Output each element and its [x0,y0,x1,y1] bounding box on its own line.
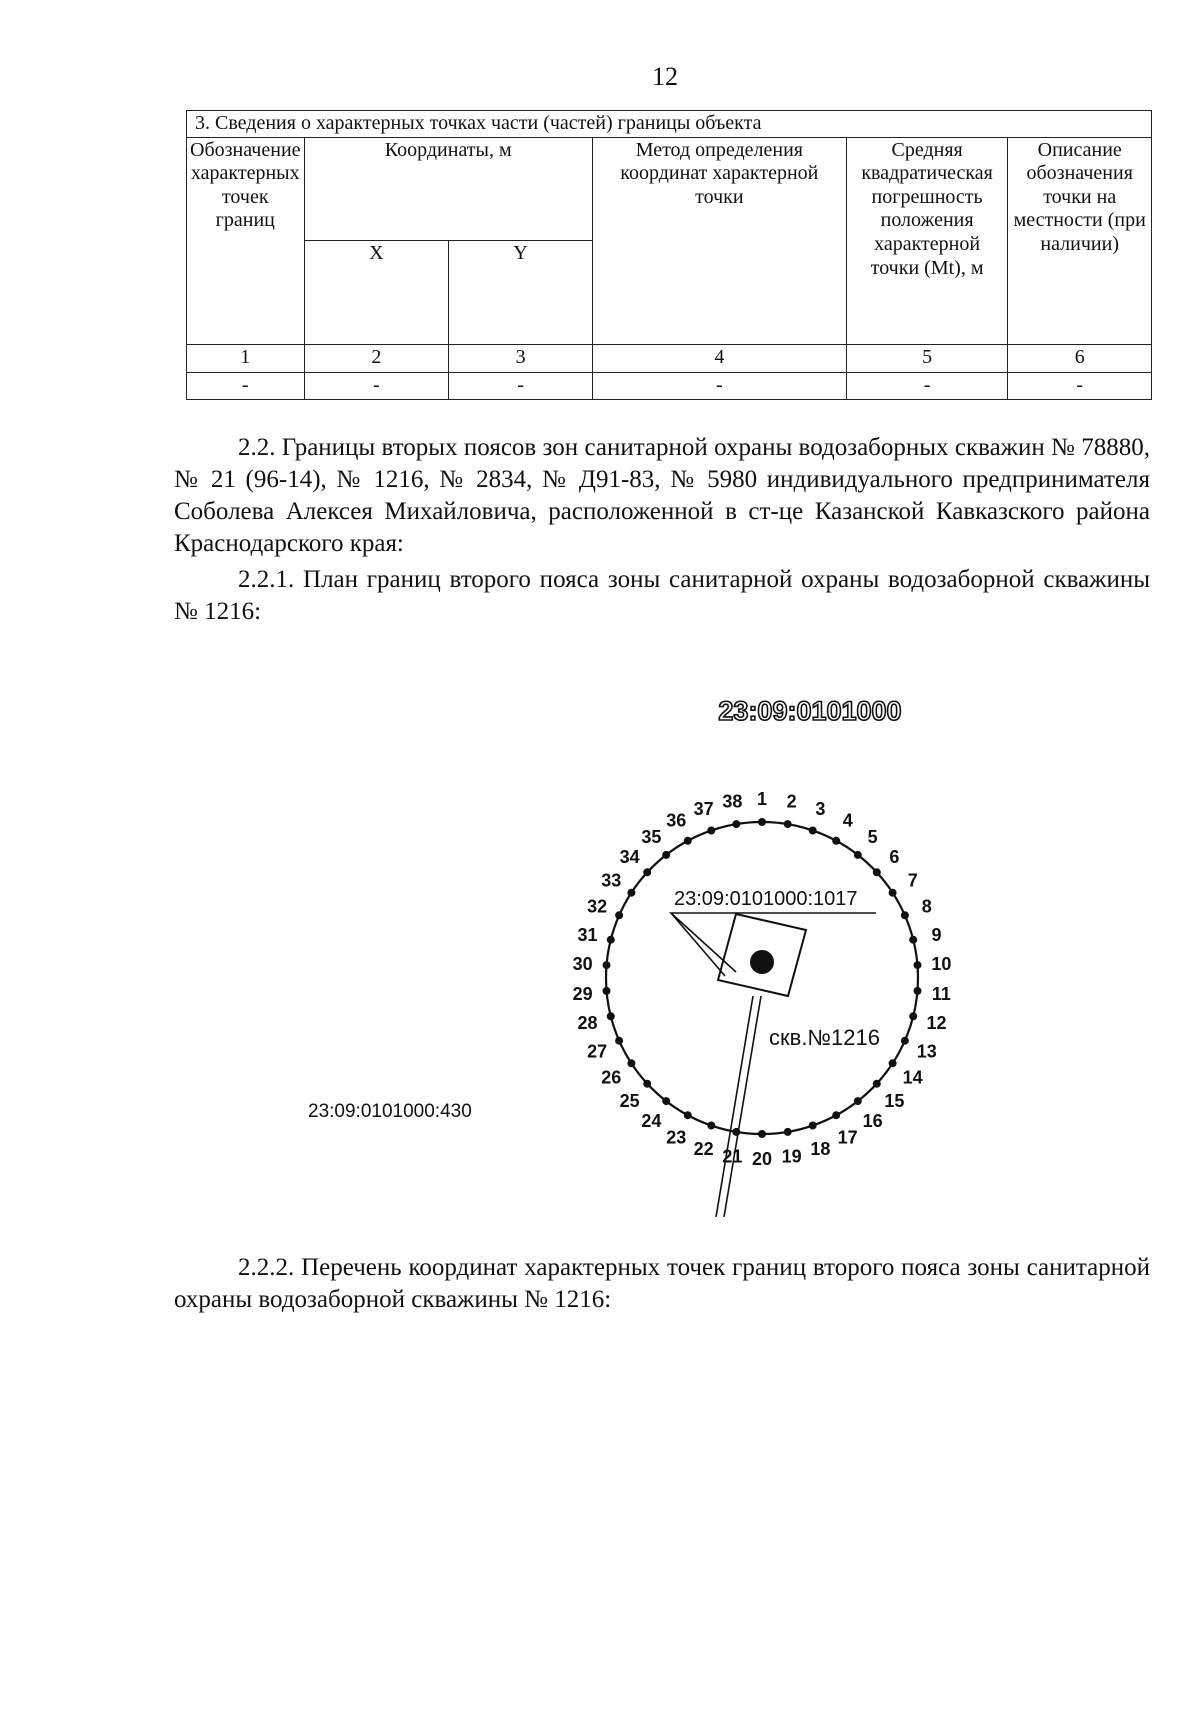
boundary-point-marker [914,987,922,995]
table-cell: - [187,372,305,399]
header-y: Y [449,241,593,345]
col-number-4: 4 [592,344,846,372]
boundary-point-marker [909,1012,917,1020]
boundary-point-label: 9 [931,924,942,945]
boundary-point-marker [707,827,715,835]
boundary-point-label: 30 [572,954,593,975]
boundary-point-label: 18 [810,1139,831,1160]
road-line [724,996,761,1217]
boundary-point-marker [615,1037,623,1045]
col-number-3: 3 [449,344,593,372]
boundary-point-marker [607,936,615,944]
boundary-point-label: 5 [867,827,878,847]
boundary-point-label: 22 [693,1139,714,1160]
header-description: Описание обозначения точки на местности (при наличии) [1008,137,1152,344]
paragraph-2-2: 2.2. Границы вторых поясов зон санитарной охраны водозаборных скважин № 78880, № 21 (96-14), № 1216, № 2834, № Д91-83, № 5980 индивидуального предпринимателя Соболева Алексея Михайловича, расположенной в ст-це Казанской Кавказского района Краснодарского края: [174,434,1150,557]
boundary-point-label: 25 [619,1090,640,1111]
boundary-point-marker [627,889,635,897]
boundary-point-label: 17 [837,1127,858,1148]
boundary-point-marker [662,851,670,859]
boundary-point-marker [914,961,922,969]
col-number-5: 5 [846,344,1008,372]
boundary-point-label: 28 [577,1013,598,1034]
boundary-point-marker [832,837,840,845]
boundary-point-label: 12 [926,1013,947,1034]
boundary-point-marker [901,1037,909,1045]
table-cell: - [846,372,1008,399]
boundary-point-label: 27 [587,1041,608,1062]
boundary-point-label: 7 [907,870,918,891]
boundary-point-marker [832,1111,840,1119]
boundary-point-marker [901,911,909,919]
boundary-point-marker [684,837,692,845]
paragraph-2-2-1: 2.2.1. План границ второго пояса зоны санитарной охраны водозаборной скважины № 1216: [174,566,1150,625]
header-error: Средняя квадратическая погрешность положения характерной точки (Mt), м [846,137,1008,344]
boundary-point-label: 8 [921,896,932,917]
boundary-point-label: 37 [693,798,714,819]
boundary-point-label: 3 [815,798,826,819]
boundary-point-label: 20 [751,1149,773,1169]
boundary-point-marker [732,820,740,828]
table-cell: - [592,372,846,399]
boundary-point-label: 33 [601,870,622,891]
boundary-point-label: 26 [601,1067,622,1088]
page-number: 12 [652,62,678,91]
boundary-point-label: 34 [619,847,640,868]
boundary-point-marker [662,1097,670,1105]
boundary-point-marker [889,889,897,897]
boundary-point-marker [758,818,766,826]
boundary-point-label: 13 [916,1041,937,1062]
boundary-point-label: 14 [902,1067,923,1088]
boundary-point-marker [603,987,611,995]
boundary-point-marker [873,868,881,876]
table-row [187,372,1152,399]
boundary-point-marker [889,1059,897,1067]
header-point-designation: Обозначение характерных точек границ [187,137,305,344]
well-marker [750,950,774,974]
boundary-point-marker [684,1111,692,1119]
boundary-point-label: 11 [931,983,951,1004]
boundary-point-marker [707,1122,715,1130]
col-number-2: 2 [304,344,449,372]
header-x: X [304,241,449,345]
boundary-point-marker [784,1128,792,1136]
boundary-point-marker [732,1128,740,1136]
boundary-point-label: 1 [756,789,768,809]
boundary-point-marker [643,868,651,876]
boundary-point-marker [603,961,611,969]
parcel-label: 23:09:0101000:1017 [674,888,858,910]
well-label: скв.№1216 [769,1025,880,1050]
boundary-point-label: 21 [722,1146,743,1167]
header-method: Метод определения координат характерной точки [592,137,846,344]
boundary-point-label: 19 [781,1146,802,1167]
boundary-point-marker [615,911,623,919]
boundary-point-marker [758,1130,766,1138]
boundary-point-marker [909,936,917,944]
table-cell: - [1008,372,1152,399]
boundary-point-marker [873,1080,881,1088]
boundary-point-marker [854,851,862,859]
quarter-label: 23:09:0101000 [718,696,902,726]
boundary-point-label: 16 [862,1111,883,1131]
boundary-point-marker [627,1059,635,1067]
boundary-point-marker [854,1097,862,1105]
boundary-point-label: 38 [722,791,743,812]
boundary-point-marker [607,1012,615,1020]
header-coordinates: Координаты, м [304,137,592,241]
boundary-point-marker [809,827,817,835]
boundary-point-label: 35 [641,827,662,847]
boundary-point-marker [809,1122,817,1130]
boundary-point-label: 6 [889,847,900,868]
col-number-6: 6 [1008,344,1152,372]
table-cell: - [449,372,593,399]
boundary-point-label: 15 [884,1090,905,1111]
boundary-point-label: 24 [641,1111,662,1131]
boundary-point-label: 23 [666,1127,687,1148]
parcel-leader-line [671,913,725,976]
boundary-point-label: 32 [587,896,608,917]
boundary-point-marker [643,1080,651,1088]
boundary-point-label: 31 [577,924,598,945]
boundary-point-label: 2 [786,791,797,812]
col-number-1: 1 [187,344,305,372]
table-caption: 3. Сведения о характерных точках части (частей) границы объекта [187,111,1152,138]
paragraph-2-2-2: 2.2.2. Перечень координат характерных точек границ второго пояса зоны санитарной охраны водозаборной скважины № 1216: [174,1254,1150,1313]
boundary-point-marker [784,820,792,828]
boundary-point-label: 29 [572,983,593,1004]
boundary-point-label: 10 [931,954,952,975]
road-line [716,996,753,1217]
boundary-point-label: 4 [842,810,853,831]
neighbor-parcel-label: 23:09:0101000:430 [308,1101,472,1122]
boundary-point-label: 36 [666,810,687,831]
boundary-points-table [186,110,1152,400]
table-cell: - [304,372,449,399]
zone-plan-diagram [0,640,1200,1230]
